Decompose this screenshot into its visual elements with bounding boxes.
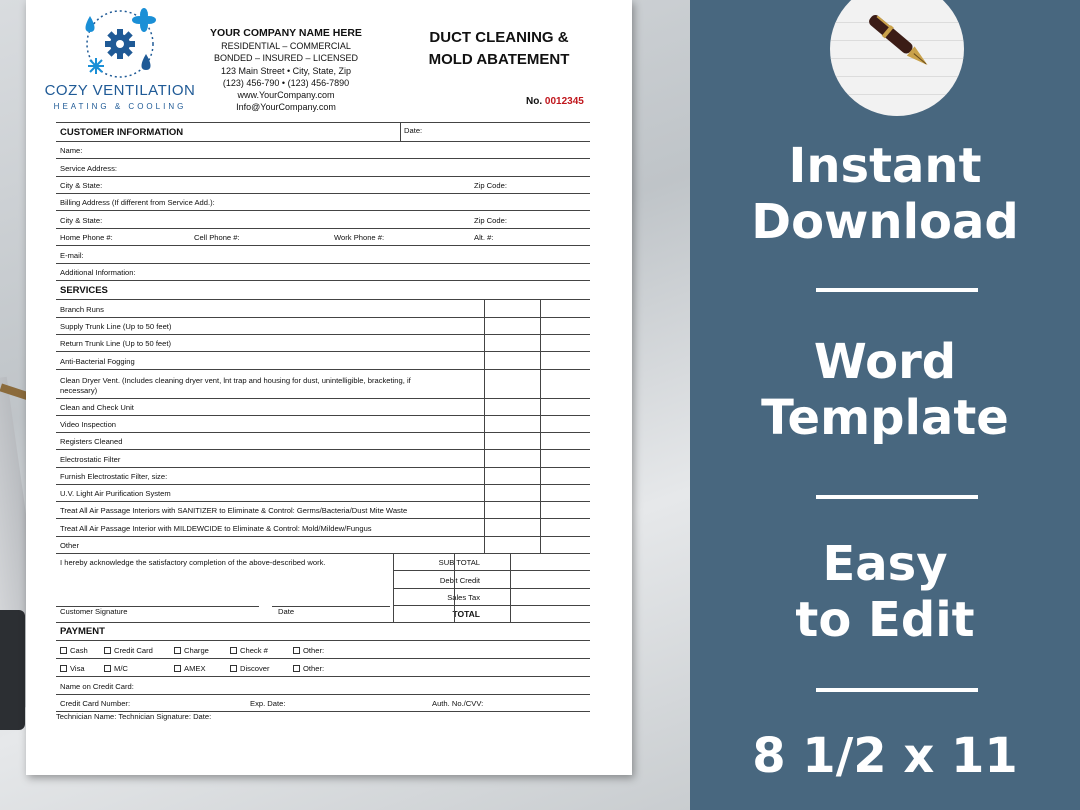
field-label: Work Phone #: (334, 233, 385, 242)
option-label: AMEX (184, 664, 206, 673)
visa-checkbox[interactable] (60, 664, 85, 673)
download-text: Download (751, 194, 1019, 250)
option-label: Visa (70, 664, 85, 673)
sales-tax-row[interactable] (393, 589, 590, 606)
field-label: Date: (193, 712, 212, 721)
service-label: Clean and Check Unit (60, 403, 134, 412)
field-label: Credit Card Number: (60, 699, 131, 708)
service-label: Electrostatic Filter (60, 455, 121, 464)
customer-heading-row (56, 123, 590, 142)
option-label: M/C (114, 664, 128, 673)
service-row[interactable] (56, 468, 590, 485)
divider (816, 688, 978, 692)
ventilation-logo-icon (80, 8, 160, 80)
company-info (196, 26, 376, 114)
title-line: DUCT CLEANING & (429, 29, 569, 46)
payment-heading-row (56, 623, 590, 641)
template-text: Template (761, 390, 1009, 446)
cash-checkbox[interactable] (60, 646, 88, 655)
service-row[interactable] (56, 352, 590, 370)
instant-text: Instant (788, 138, 982, 194)
field-label: Technician Name: (56, 712, 117, 721)
service-row[interactable] (56, 318, 590, 335)
option-label: Charge (184, 646, 209, 655)
document-title (414, 27, 584, 71)
option-label: Other: (303, 664, 325, 673)
total-label: Debit Credit (439, 576, 480, 585)
services-heading: SERVICES (60, 285, 108, 296)
customer-heading: CUSTOMER INFORMATION (60, 127, 184, 138)
signature-date-label: Date (278, 607, 295, 616)
field-label: Name: (60, 146, 83, 155)
acknowledgement-text: I hereby acknowledge the satisfactory completion of the above-described work. (60, 558, 326, 567)
name-row[interactable] (56, 142, 590, 159)
service-row[interactable] (56, 485, 590, 502)
field-label: City & State: (60, 216, 103, 225)
field-label: Billing Address (If different from Service Add.): (60, 198, 215, 207)
other-checkbox-2[interactable] (293, 664, 324, 673)
service-label: U.V. Light Air Purification System (60, 489, 171, 498)
company-logo (40, 8, 200, 112)
service-row[interactable] (56, 370, 590, 399)
service-row[interactable] (56, 502, 590, 519)
services-heading-row (56, 281, 590, 300)
service-label: Treat All Air Passage Interior with MILDEWCIDE to Eliminate & Control: Mold/Mildew/Fungus (60, 524, 372, 533)
option-label: Credit Card (114, 646, 153, 655)
name-on-card-row[interactable] (56, 677, 590, 695)
service-row[interactable] (56, 537, 590, 554)
service-label: Branch Runs (60, 305, 104, 314)
to-edit-text: to Edit (795, 592, 975, 648)
option-label: Check # (240, 646, 268, 655)
field-label: E-mail: (60, 251, 84, 260)
form-paper (26, 0, 632, 775)
charge-checkbox[interactable] (174, 646, 209, 655)
service-row[interactable] (56, 399, 590, 416)
divider (816, 495, 978, 499)
payment-methods-row-2 (56, 659, 590, 677)
card-number-row[interactable] (56, 695, 590, 712)
service-label: Supply Trunk Line (Up to 50 feet) (60, 322, 172, 331)
additional-info-row[interactable] (56, 264, 590, 281)
company-line: RESIDENTIAL – COMMERCIAL (221, 41, 351, 51)
number-value: 0012345 (544, 96, 584, 107)
service-row[interactable] (56, 519, 590, 537)
service-row[interactable] (56, 335, 590, 352)
service-row[interactable] (56, 416, 590, 433)
service-label: Treat All Air Passage Interiors with SANITIZER to Eliminate & Control: Germs/Bacteria/Dust Mite Waste (60, 506, 408, 515)
other-checkbox[interactable] (293, 646, 324, 655)
payment-methods-row-1 (56, 641, 590, 659)
city-state-row-2[interactable] (56, 211, 590, 229)
payment-heading: PAYMENT (60, 626, 105, 637)
field-label: Auth. No./CVV: (432, 699, 484, 708)
total-label: TOTAL (452, 609, 480, 619)
logo-subtitle: HEATING & COOLING (53, 102, 187, 111)
logo-name: COZY VENTILATION (44, 82, 196, 99)
field-label: Zip Code: (474, 216, 507, 225)
company-line: 123 Main Street • City, State, Zip (220, 65, 352, 76)
field-label: Name on Credit Card: (60, 682, 134, 691)
discover-checkbox[interactable] (230, 664, 270, 673)
service-label: Furnish Electrostatic Filter, size: (60, 472, 168, 481)
credit-card-checkbox[interactable] (104, 646, 153, 655)
field-label: Home Phone #: (60, 233, 113, 242)
date-field[interactable]: Date: (404, 126, 423, 135)
number-label: No. (526, 96, 543, 107)
amex-checkbox[interactable] (174, 664, 206, 673)
company-line: (123) 456-790 • (123) 456-7890 (222, 77, 350, 88)
customer-signature-label: Customer Signature (60, 607, 128, 616)
company-line: Info@YourCompany.com (236, 102, 336, 113)
field-label: City & State: (60, 181, 103, 190)
city-state-row[interactable] (56, 177, 590, 194)
size-text: 8 1/2 x 11 (752, 728, 1018, 784)
service-label: Clean Dryer Vent. (Includes cleaning dryer vent, lnt trap and housing for dust, unintelligible, bracketing, if (60, 376, 411, 385)
easy-text: Easy (822, 536, 948, 592)
total-row[interactable] (393, 606, 590, 623)
field-label: Service Address: (60, 164, 117, 173)
service-address-row[interactable] (56, 159, 590, 177)
service-label: necessary) (60, 386, 98, 395)
total-label: SUB TOTAL (438, 558, 480, 567)
check-checkbox[interactable] (230, 646, 268, 655)
phones-row[interactable] (56, 229, 590, 246)
option-label: Other: (303, 646, 325, 655)
service-label: Video Inspection (60, 420, 117, 429)
service-row[interactable] (56, 300, 590, 318)
technician-row[interactable] (56, 712, 590, 729)
field-label: Additional Information: (60, 268, 136, 277)
mc-checkbox[interactable] (104, 664, 128, 673)
field-label: Exp. Date: (250, 699, 286, 708)
field-label: Zip Code: (474, 181, 507, 190)
word-text: Word (813, 334, 957, 390)
company-name: YOUR COMPANY NAME HERE (210, 27, 362, 39)
field-label: Alt. #: (474, 233, 494, 242)
divider (816, 288, 978, 292)
form-top-rule (56, 106, 590, 123)
company-line: BONDED – INSURED – LICENSED (213, 53, 359, 64)
company-line: www.YourCompany.com (237, 90, 335, 101)
service-row[interactable] (56, 433, 590, 450)
billing-address-row[interactable] (56, 194, 590, 211)
total-label: Sales Tax (447, 593, 480, 602)
promo-panel (690, 0, 1080, 810)
fountain-pen-icon (860, 2, 940, 82)
pen-circle (830, 0, 964, 116)
service-label: Registers Cleaned (60, 437, 123, 446)
debit-credit-row[interactable] (393, 571, 590, 589)
email-row[interactable] (56, 246, 590, 264)
service-label: Other (60, 541, 79, 550)
option-label: Cash (70, 646, 88, 655)
phone-decoration (0, 610, 25, 730)
option-label: Discover (240, 664, 270, 673)
service-label: Return Trunk Line (Up to 50 feet) (60, 339, 172, 348)
subtotal-row[interactable] (393, 554, 590, 571)
field-label: Cell Phone #: (194, 233, 240, 242)
field-label: Technician Signature: (118, 712, 191, 721)
title-line: MOLD ABATEMENT (428, 51, 570, 68)
service-row[interactable] (56, 450, 590, 468)
service-label: Anti-Bacterial Fogging (60, 357, 135, 366)
